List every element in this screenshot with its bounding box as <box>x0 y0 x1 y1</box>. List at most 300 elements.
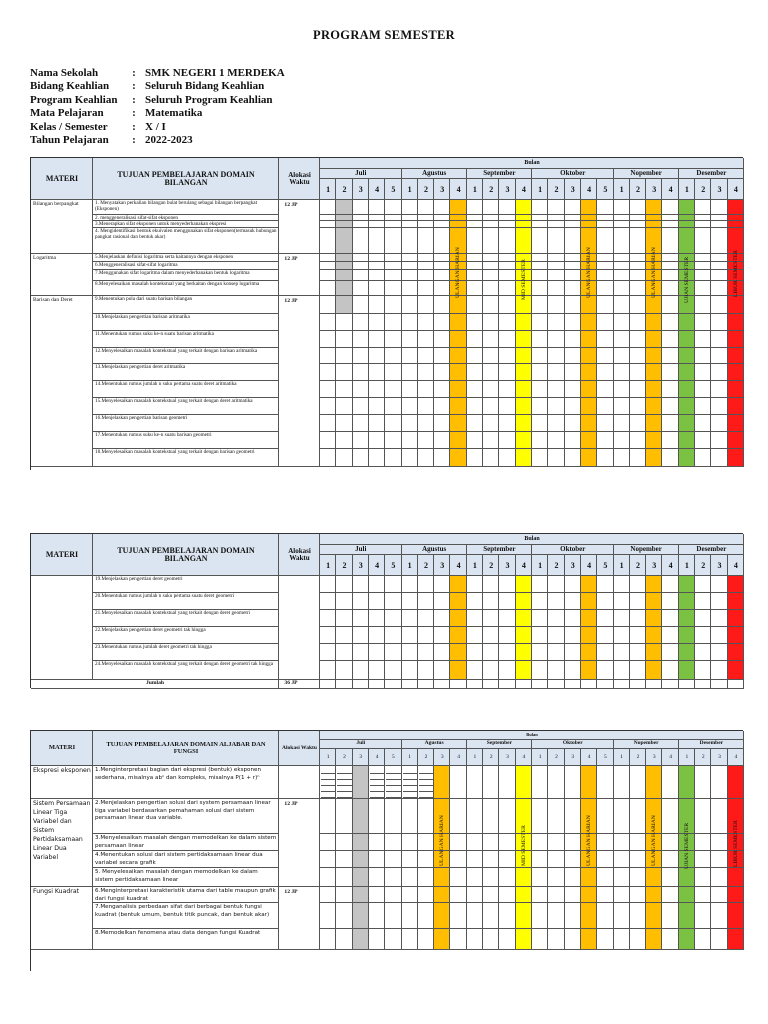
week-cell <box>369 627 385 644</box>
week-cell <box>467 270 483 281</box>
week-number: 2 <box>424 754 428 761</box>
week-cell <box>711 851 727 868</box>
week-number: 4 <box>375 561 380 570</box>
week-cell <box>646 766 662 799</box>
tujuan-text: 18.Menyelesaikan masalah kontekstual yang terkait dengan barisan geometri <box>95 449 255 455</box>
jumlah-week-cell <box>630 680 646 689</box>
week-cell <box>402 331 418 348</box>
week-cell <box>402 929 418 950</box>
week-number: 3 <box>652 185 657 194</box>
week-cell <box>516 834 532 851</box>
week-cell <box>646 449 662 467</box>
materi-label: Barisan dan Deret <box>33 297 73 303</box>
month-header <box>320 545 402 556</box>
week-cell <box>320 449 336 467</box>
month-label: Nopember <box>633 740 659 747</box>
week-cell <box>695 398 711 415</box>
week-cell <box>597 627 613 644</box>
week-cell <box>711 449 727 467</box>
week-cell <box>385 929 401 950</box>
week-cell <box>418 610 434 627</box>
week-number: 5 <box>603 185 608 194</box>
week-cell <box>662 766 678 799</box>
week-cell <box>614 851 630 868</box>
week-header <box>369 179 385 200</box>
week-number: 4 <box>668 185 673 194</box>
week-cell <box>711 834 727 851</box>
week-number: 4 <box>521 561 526 570</box>
week-cell <box>679 200 695 215</box>
week-cell <box>336 851 352 868</box>
week-cell <box>418 262 434 270</box>
week-cell <box>483 281 499 296</box>
week-cell <box>499 254 515 262</box>
week-cell <box>728 398 744 415</box>
week-cell <box>728 314 744 331</box>
week-cell <box>711 644 727 661</box>
week-cell <box>516 432 532 449</box>
week-cell <box>434 254 450 262</box>
week-cell <box>402 398 418 415</box>
week-cell <box>418 644 434 661</box>
week-cell <box>662 903 678 929</box>
week-cell <box>646 254 662 262</box>
week-cell <box>662 661 678 680</box>
week-cell <box>434 331 450 348</box>
jumlah-week-cell <box>695 680 711 689</box>
week-cell <box>450 576 466 593</box>
week-cell <box>418 254 434 262</box>
week-cell <box>711 929 727 950</box>
week-cell <box>385 610 401 627</box>
week-cell <box>630 348 646 364</box>
week-cell <box>353 627 369 644</box>
week-cell <box>679 432 695 449</box>
week-cell <box>597 887 613 903</box>
week-header <box>614 555 630 576</box>
week-cell <box>662 834 678 851</box>
week-cell <box>532 834 548 851</box>
week-cell <box>679 903 695 929</box>
week-cell <box>630 887 646 903</box>
week-header <box>646 555 662 576</box>
week-cell <box>402 851 418 868</box>
week-cell <box>532 348 548 364</box>
month-header <box>402 545 467 556</box>
week-cell <box>711 254 727 262</box>
week-number: 3 <box>440 561 445 570</box>
week-cell <box>434 661 450 680</box>
week-cell <box>499 868 515 887</box>
week-cell <box>581 200 597 215</box>
week-cell <box>499 228 515 254</box>
week-cell <box>728 610 744 627</box>
week-cell <box>695 887 711 903</box>
week-cell <box>630 851 646 868</box>
marker-label: MID SEMESTER <box>520 259 527 301</box>
info-label: Tahun Pelajaran <box>30 134 109 147</box>
week-cell <box>483 364 499 381</box>
week-cell <box>630 314 646 331</box>
jumlah-week-cell <box>662 680 678 689</box>
week-number: 3 <box>652 754 656 761</box>
week-cell <box>467 364 483 381</box>
info-value: 2022-2023 <box>145 134 193 147</box>
week-number: 4 <box>668 561 673 570</box>
week-cell <box>565 903 581 929</box>
week-header <box>581 179 597 200</box>
week-cell <box>532 610 548 627</box>
week-cell <box>499 903 515 929</box>
week-cell <box>581 661 597 680</box>
month-label: Juli <box>355 169 367 178</box>
week-cell <box>614 834 630 851</box>
week-cell <box>467 929 483 950</box>
week-cell <box>565 331 581 348</box>
week-cell <box>483 381 499 398</box>
week-cell <box>646 348 662 364</box>
week-cell <box>353 221 369 228</box>
week-cell <box>679 834 695 851</box>
week-cell <box>467 415 483 432</box>
week-cell <box>320 415 336 432</box>
tujuan-header <box>93 534 279 576</box>
week-cell <box>320 221 336 228</box>
week-cell <box>646 887 662 903</box>
week-number: 2 <box>701 561 706 570</box>
tujuan-text: 6.Menginterpretasi karakteristik utama dari table maupun grafik dari fungsi kuadrat <box>95 888 276 902</box>
week-cell <box>679 576 695 593</box>
week-cell <box>614 254 630 262</box>
week-cell <box>662 348 678 364</box>
alokasi-header-label: Alokasi Waktu <box>282 744 317 751</box>
week-cell <box>499 221 515 228</box>
week-cell <box>548 593 564 610</box>
week-cell <box>418 661 434 680</box>
week-cell <box>516 228 532 254</box>
week-cell <box>483 314 499 331</box>
week-cell <box>369 364 385 381</box>
tujuan-header-label: TUJUAN PEMBELAJARAN DOMAIN ALJABAR DAN FUNGSI <box>106 740 266 755</box>
tujuan-text: 9.Menentukan pola dari suatu barisan bilangan <box>95 296 193 302</box>
week-cell <box>728 348 744 364</box>
week-cell <box>614 221 630 228</box>
week-cell <box>320 281 336 296</box>
month-header <box>467 169 532 180</box>
week-cell <box>483 868 499 887</box>
week-cell <box>320 868 336 887</box>
week-cell <box>679 296 695 314</box>
week-cell <box>695 200 711 215</box>
week-cell <box>353 228 369 254</box>
week-cell <box>711 221 727 228</box>
week-cell <box>614 610 630 627</box>
week-cell <box>581 449 597 467</box>
week-cell <box>353 887 369 903</box>
week-cell <box>467 644 483 661</box>
week-number: 3 <box>571 754 575 761</box>
week-cell <box>630 661 646 680</box>
week-cell <box>336 644 352 661</box>
week-cell <box>402 348 418 364</box>
week-cell <box>402 415 418 432</box>
week-cell <box>369 221 385 228</box>
week-cell <box>532 281 548 296</box>
week-cell <box>679 766 695 799</box>
week-cell <box>467 593 483 610</box>
week-cell <box>369 398 385 415</box>
week-cell <box>467 200 483 215</box>
week-cell <box>565 593 581 610</box>
week-cell <box>711 432 727 449</box>
week-header <box>336 179 352 200</box>
info-row <box>30 80 285 94</box>
week-cell <box>336 228 352 254</box>
week-header <box>320 749 336 767</box>
week-cell <box>728 296 744 314</box>
week-cell <box>320 348 336 364</box>
week-cell <box>336 381 352 398</box>
week-cell <box>369 432 385 449</box>
week-cell <box>695 929 711 950</box>
week-cell <box>483 200 499 215</box>
week-cell <box>353 903 369 929</box>
week-cell <box>499 766 515 799</box>
week-cell <box>353 432 369 449</box>
week-number: 3 <box>358 185 363 194</box>
week-cell <box>679 331 695 348</box>
week-cell <box>728 449 744 467</box>
week-cell <box>516 381 532 398</box>
week-cell <box>434 348 450 364</box>
week-cell <box>679 270 695 281</box>
week-cell <box>499 348 515 364</box>
week-cell <box>320 270 336 281</box>
tujuan-text: 7.Menganalisis perbedaan sifat dari berbagai bentuk fungsi kuadrat (bentuk umum, bentuk titik puncak, dan bentuk akar) <box>95 904 270 918</box>
week-cell <box>662 296 678 314</box>
month-header <box>614 740 679 749</box>
materi-label: Sistem Persamaan Linear Tiga Variabel dan Sistem Pertidaksamaan Linear Dua Variabel <box>33 800 91 861</box>
marker-label: ULANGAN HARIAN <box>455 247 462 298</box>
alokasi-header-label: Alokasi Waktu <box>288 546 311 562</box>
week-cell <box>418 364 434 381</box>
week-cell <box>499 627 515 644</box>
week-cell <box>320 593 336 610</box>
tujuan-header <box>93 158 279 200</box>
week-cell <box>483 903 499 929</box>
week-number: 1 <box>538 561 543 570</box>
week-header <box>728 749 744 767</box>
week-cell <box>548 270 564 281</box>
week-cell <box>581 929 597 950</box>
week-cell <box>369 903 385 929</box>
week-cell <box>646 834 662 851</box>
week-number: 4 <box>587 754 591 761</box>
week-cell <box>662 331 678 348</box>
week-cell <box>581 903 597 929</box>
week-cell <box>369 929 385 950</box>
week-cell <box>646 627 662 644</box>
week-cell <box>614 766 630 799</box>
week-cell <box>516 200 532 215</box>
week-header <box>434 749 450 767</box>
materi-header-label: MATERI <box>45 549 79 559</box>
jumlah-week-cell <box>646 680 662 689</box>
week-cell <box>597 799 613 834</box>
week-number: 2 <box>489 185 494 194</box>
week-cell <box>630 200 646 215</box>
week-cell <box>418 887 434 903</box>
week-header <box>450 749 466 767</box>
week-cell <box>516 270 532 281</box>
week-cell <box>434 221 450 228</box>
week-cell <box>336 415 352 432</box>
materi-header-label: MATERI <box>45 173 79 183</box>
week-cell <box>336 593 352 610</box>
week-cell <box>548 903 564 929</box>
week-cell <box>467 228 483 254</box>
week-header <box>728 179 744 200</box>
week-cell <box>369 766 385 799</box>
week-cell <box>548 200 564 215</box>
week-cell <box>548 644 564 661</box>
month-header <box>679 169 744 180</box>
week-cell <box>483 221 499 228</box>
week-cell <box>483 262 499 270</box>
week-cell <box>711 661 727 680</box>
week-cell <box>614 364 630 381</box>
week-number: 5 <box>391 561 396 570</box>
week-header <box>402 749 418 767</box>
week-cell <box>662 398 678 415</box>
month-label: Juli <box>356 740 366 747</box>
week-cell <box>402 610 418 627</box>
week-header <box>499 555 515 576</box>
week-cell <box>467 296 483 314</box>
week-number: 2 <box>636 754 640 761</box>
week-cell <box>516 887 532 903</box>
week-cell <box>353 364 369 381</box>
week-cell <box>679 929 695 950</box>
week-cell <box>450 766 466 799</box>
week-cell <box>499 449 515 467</box>
week-cell <box>385 851 401 868</box>
week-cell <box>483 627 499 644</box>
week-cell <box>434 270 450 281</box>
materi-cell <box>31 576 93 680</box>
week-header <box>467 179 483 200</box>
info-value: Seluruh Bidang Keahlian <box>145 80 265 93</box>
week-cell <box>467 221 483 228</box>
week-header <box>353 749 369 767</box>
week-number: 2 <box>554 561 559 570</box>
week-cell <box>662 887 678 903</box>
week-cell <box>450 270 466 281</box>
week-cell <box>646 851 662 868</box>
week-cell <box>646 270 662 281</box>
week-cell <box>320 228 336 254</box>
week-number: 1 <box>685 754 689 761</box>
week-header <box>450 179 466 200</box>
week-cell <box>467 851 483 868</box>
tujuan-text: 7.Menggunakan sifat logaritma dalam menyederhanakan bentuk logaritma <box>95 270 250 276</box>
week-cell <box>499 296 515 314</box>
week-number: 5 <box>603 561 608 570</box>
alokasi-cell <box>279 296 320 467</box>
week-cell <box>728 887 744 903</box>
week-cell <box>630 449 646 467</box>
week-cell <box>597 610 613 627</box>
week-cell <box>679 221 695 228</box>
info-label: Mata Pelajaran <box>30 107 104 120</box>
week-cell <box>336 398 352 415</box>
week-cell <box>695 262 711 270</box>
week-cell <box>320 661 336 680</box>
week-header <box>646 179 662 200</box>
materi-header-label: MATERI <box>48 744 76 752</box>
week-cell <box>646 799 662 834</box>
week-header <box>450 555 466 576</box>
week-cell <box>565 270 581 281</box>
week-cell <box>336 262 352 270</box>
week-cell <box>516 449 532 467</box>
week-cell <box>646 610 662 627</box>
month-label: Nopember <box>630 169 662 178</box>
week-cell <box>711 331 727 348</box>
week-cell <box>532 398 548 415</box>
week-cell <box>516 851 532 868</box>
week-cell <box>483 296 499 314</box>
tujuan-text: 8.Menyelesaikan masalah kontekstual yang berkaitan dengan konsep logaritma <box>95 281 260 287</box>
week-cell <box>597 576 613 593</box>
week-cell <box>336 281 352 296</box>
week-cell <box>320 296 336 314</box>
week-number: 4 <box>733 185 738 194</box>
week-header <box>548 555 564 576</box>
week-cell <box>679 887 695 903</box>
week-cell <box>662 262 678 270</box>
alokasi-value: 12 JP <box>284 889 298 895</box>
week-cell <box>434 449 450 467</box>
week-cell <box>336 449 352 467</box>
week-cell <box>532 799 548 834</box>
week-cell <box>679 627 695 644</box>
week-cell <box>336 661 352 680</box>
week-cell <box>679 449 695 467</box>
week-cell <box>679 228 695 254</box>
week-cell <box>679 398 695 415</box>
week-header <box>320 555 336 576</box>
week-cell <box>728 331 744 348</box>
week-cell <box>630 432 646 449</box>
week-cell <box>581 432 597 449</box>
week-number: 1 <box>619 185 624 194</box>
week-header <box>516 555 532 576</box>
week-cell <box>581 228 597 254</box>
week-header <box>597 179 613 200</box>
week-cell <box>320 903 336 929</box>
week-cell <box>336 296 352 314</box>
week-cell <box>630 221 646 228</box>
week-header <box>516 179 532 200</box>
week-cell <box>516 610 532 627</box>
week-cell <box>499 415 515 432</box>
month-header <box>532 545 614 556</box>
week-cell <box>434 887 450 903</box>
week-header <box>581 555 597 576</box>
jumlah-week-cell <box>597 680 613 689</box>
week-cell <box>728 228 744 254</box>
